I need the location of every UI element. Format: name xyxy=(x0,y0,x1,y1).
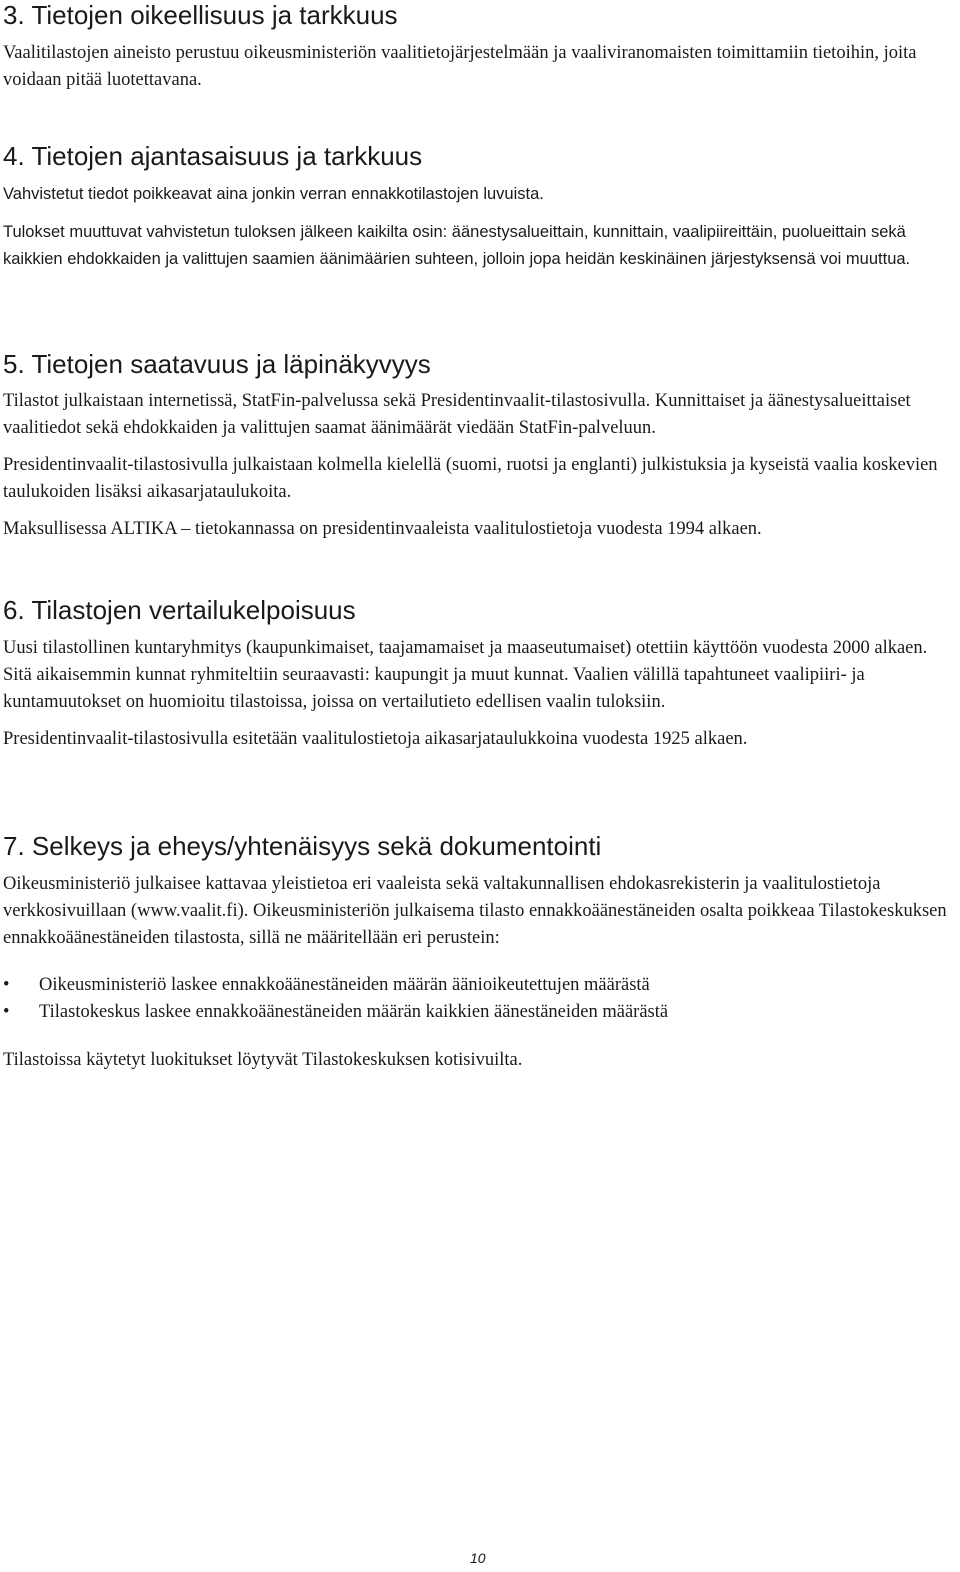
list-item-text: Oikeusministeriö laskee ennakkoäänestäneiden määrän äänioikeutettujen määrästä xyxy=(39,975,650,995)
section-5 xyxy=(3,349,955,543)
list-item xyxy=(3,972,955,999)
bullet-icon: • xyxy=(3,1002,10,1022)
section-4 xyxy=(3,141,955,273)
section-6-heading: 6. Tilastojen vertailukelpoisuus xyxy=(3,595,356,625)
bullet-icon: • xyxy=(3,975,10,995)
section-6-paragraph-2: Presidentinvaalit-tilastosivulla esitetään vaalitulostietoja aikasarjataulukkoina vuodesta 1925 alkaen. xyxy=(3,729,748,749)
page-number: 10 xyxy=(470,1550,486,1566)
section-6 xyxy=(3,595,955,753)
section-3 xyxy=(3,0,955,94)
section-7-paragraph-1: Oikeusministeriö julkaisee kattavaa yleistietoa eri vaaleista sekä valtakunnallisen ehdokasrekisterin ja vaalitulostietoja verkkosivuillaan (www.vaalit.fi). Oikeusministeriön julkaisema tilasto ennakkoäänestäneiden osalta poikkeaa Tilastokeskuksen ennakkoäänestäneiden tilastosta, sillä ne määritellään eri perustein: xyxy=(3,874,947,948)
list-item-text: Tilastokeskus laskee ennakkoäänestäneiden määrän kaikkien äänestäneiden määrästä xyxy=(39,1002,669,1022)
section-7-heading: 7. Selkeys ja eheys/yhtenäisyys sekä dokumentointi xyxy=(3,831,602,861)
section-3-heading: 3. Tietojen oikeellisuus ja tarkkuus xyxy=(3,0,398,30)
section-7 xyxy=(3,831,955,1074)
section-5-paragraph-2: Presidentinvaalit-tilastosivulla julkaistaan kolmella kielellä (suomi, ruotsi ja englanti) julkistuksia ja kyseistä vaalia koskevien taulukoiden lisäksi aikasarjataulukoita. xyxy=(3,455,938,502)
section-4-paragraph-2: Tulokset muuttuvat vahvistetun tuloksen jälkeen kaikilta osin: äänestysalueittain, kunnittain, vaalipiireittäin, puolueittain sekä kaikkien ehdokkaiden ja valittujen saamien äänimäärien suhteen, jolloin jopa heidän keskinäinen järjestyksensä voi muuttua. xyxy=(3,223,911,268)
section-4-heading: 4. Tietojen ajantasaisuus ja tarkkuus xyxy=(3,141,423,171)
section-5-heading: 5. Tietojen saatavuus ja läpinäkyvyys xyxy=(3,349,431,379)
list-item xyxy=(3,999,955,1026)
section-5-paragraph-3: Maksullisessa ALTIKA – tietokannassa on presidentinvaaleista vaalitulostietoja vuodesta 1994 alkaen. xyxy=(3,519,762,539)
section-4-paragraph-1: Vahvistetut tiedot poikkeavat aina jonkin verran ennakkotilastojen luvuista. xyxy=(3,185,544,203)
section-3-paragraph-1: Vaalitilastojen aineisto perustuu oikeusministeriön vaalitietojärjestelmään ja vaaliviranomaisten toimittamiin tietoihin, joita voidaan pitää luotettavana. xyxy=(3,43,917,90)
section-6-paragraph-1: Uusi tilastollinen kuntaryhmitys (kaupunkimaiset, taajamamaiset ja maaseutumaiset) otettiin käyttöön vuodesta 2000 alkaen. Sitä aikaisemmin kunnat ryhmiteltiin seuraavasti: kaupungit ja muut kunnat. Vaalien välillä tapahtuneet vaalipiiri- ja kuntamuutokset on huomioitu tilastoissa, joissa on vertailutieto edellisen vaalin tuloksiin. xyxy=(3,638,928,712)
section-5-paragraph-1: Tilastot julkaistaan internetissä, StatFin-palvelussa sekä Presidentinvaalit-tilastosivulla. Kunnittaiset ja äänestysalueittaiset vaalitiedot sekä ehdokkaiden ja valittujen saamat äänimäärät viedään StatFin-palveluun. xyxy=(3,391,911,438)
section-7-bullet-list xyxy=(3,972,955,1026)
section-7-closing: Tilastoissa käytetyt luokitukset löytyvät Tilastokeskuksen kotisivuilta. xyxy=(3,1050,523,1070)
